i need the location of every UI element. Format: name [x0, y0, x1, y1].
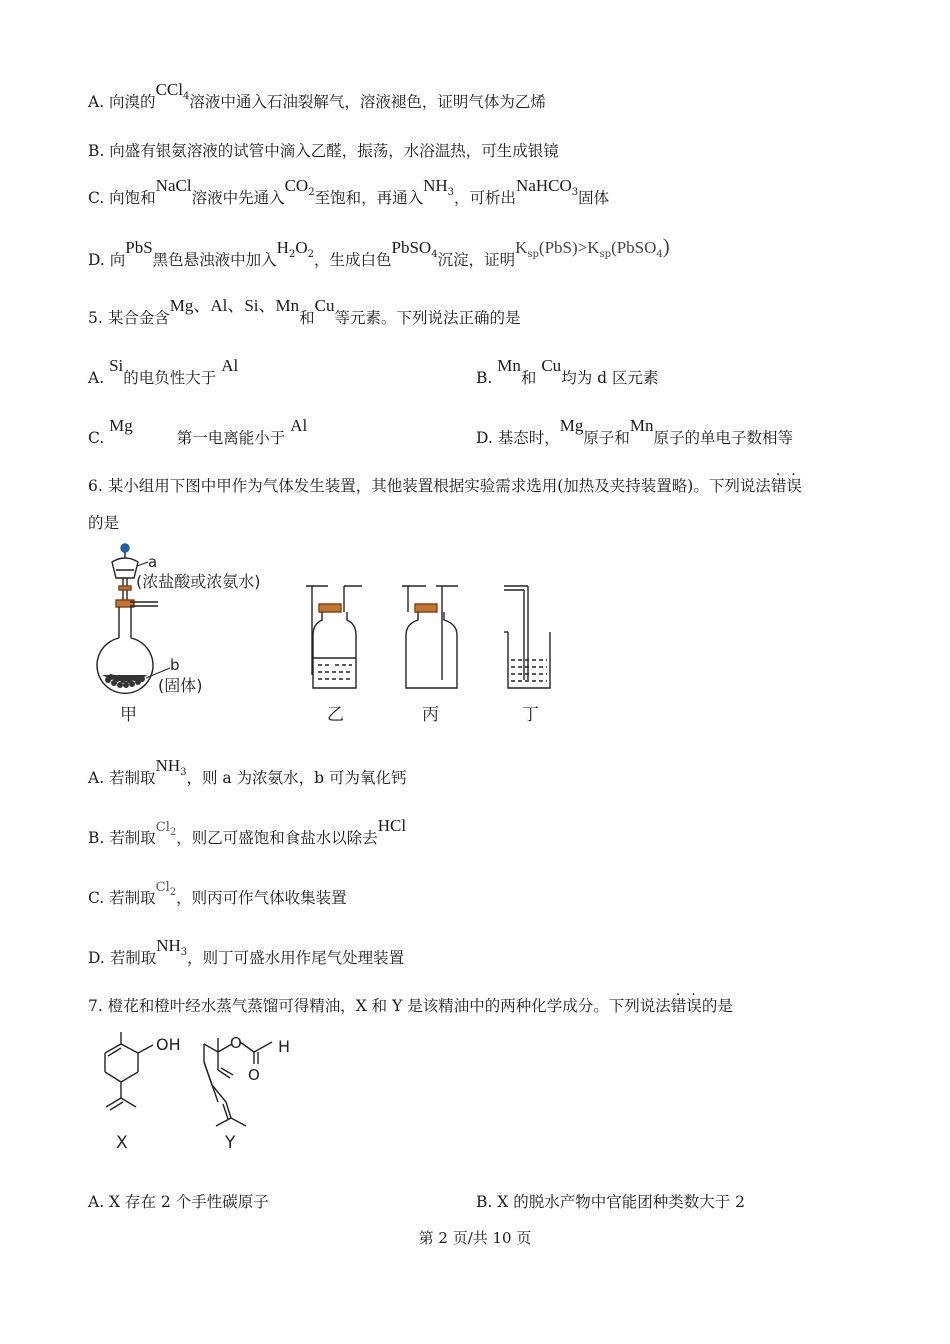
chem-formula: Mn [629, 416, 654, 435]
molecule-y-label: Y [225, 1133, 236, 1153]
chem-formula: PbSO$_4$ [391, 238, 438, 260]
chem-formula: Mg [109, 416, 133, 435]
chem-formula: $Cl_2$ [155, 820, 177, 838]
chem-formula: Mn [275, 296, 300, 315]
chem-formula: $NH_3$ [155, 756, 187, 778]
q6-option-d: D. 若制取$NH_3$，则丁可盛水用作尾气处理装置 [88, 936, 405, 967]
label-ding: 丁 [522, 705, 539, 725]
apparatus-ding [504, 586, 550, 688]
chem-formula: CCl$_4$ [155, 80, 190, 102]
chem-formula: Si [109, 356, 124, 375]
q6-stem-continued: 的是 [88, 514, 120, 532]
q5-option-a: A. Si的电负性大于 Al [88, 356, 239, 387]
q5-stem: 5. 某合金含Mg、Al、Si、Mn和Cu等元素。下列说法正确的是 [88, 296, 521, 327]
q7-option-b: B. X 的脱水产物中官能团种类数大于 2 [476, 1193, 745, 1211]
q6-option-b: B. 若制取$Cl_2$，则乙可盛饱和食盐水以除去HCl [88, 816, 407, 847]
label-jia: 甲 [120, 705, 137, 725]
label-b: b [170, 656, 180, 674]
chem-formula: $CO_2$ [284, 176, 315, 198]
label-bing: 丙 [422, 705, 439, 725]
emphasis-mark: 误 [686, 997, 702, 1015]
q4-option-b: B. 向盛有银氨溶液的试管中滴入乙醛，振荡，水浴温热，可生成银镜 [88, 142, 559, 160]
q4-option-c: C. 向饱和NaCl溶液中先通入$CO_2$至饱和，再通入$NH_3$，可析出NaHCO$_3$固体 [88, 176, 610, 207]
y-h-label: H [278, 1037, 291, 1056]
chem-formula: $Cl_2$ [155, 880, 177, 898]
ksp-expression: $K_{sp}(PbS)>K_{sp}(PbSO_4)$ [515, 234, 670, 260]
label-yi: 乙 [327, 705, 344, 725]
q6-option-c: C. 若制取$Cl_2$，则丙可作气体收集装置 [88, 888, 347, 915]
chem-formula: PbS [125, 238, 153, 257]
chem-formula: $H_2O_2$ [276, 238, 314, 260]
chem-formula: Cu [314, 296, 335, 315]
label-a: a [148, 553, 158, 571]
chem-formula: Mg [169, 296, 194, 315]
chem-formula: HCl [377, 816, 407, 835]
chem-formula: $NH_3$ [156, 936, 188, 958]
chem-formula: NaHCO$_3$ [516, 176, 579, 198]
x-oh-label: OH [156, 1035, 181, 1054]
q6-option-a: A. 若制取$NH_3$，则 a 为浓氨水，b 可为氧化钙 [88, 756, 407, 787]
q6-stem: 6. 某小组用下图中甲作为气体发生装置，其他装置根据实验需求选用(加热及夹持装置略)。下列说法错误 [88, 477, 802, 495]
q5-option-b: B. Mn和 Cu均为 d 区元素 [476, 356, 659, 387]
molecule-x-label: X [116, 1133, 128, 1153]
emphasis-mark: 错 [770, 477, 787, 495]
apparatus-yi [306, 586, 362, 688]
emphasis-mark: 错 [670, 997, 687, 1015]
chem-formula: Cu [541, 356, 562, 375]
q4-option-a: A. 向溴的CCl$_4$溶液中通入石油裂解气，溶液褪色，证明气体为乙烯 [88, 80, 546, 111]
y-o-ester-label: O [230, 1034, 242, 1052]
emphasis-mark: 误 [786, 477, 802, 495]
q4-option-d: D. 向PbS黑色悬浊液中加入$H_2O_2$，生成白色PbSO$_4$沉淀，证明$K_{sp}(PbS)>K_{sp}(PbSO_4)$ [88, 234, 670, 269]
chem-formula: Mg [559, 416, 584, 435]
chem-formula: Al [221, 356, 239, 375]
label-b-note: (固体) [158, 676, 203, 695]
structure-figure [90, 1030, 310, 1155]
chem-formula: Al [290, 416, 308, 435]
y-o-carbonyl-label: O [248, 1066, 260, 1084]
chem-formula: $NH_3$ [423, 176, 455, 198]
chem-formula: NaCl [155, 176, 192, 195]
q5-option-d: D. 基态时，Mg原子和Mn原子的单电子数相等 [476, 416, 794, 447]
label-a-note: (浓盐酸或浓氨水) [136, 572, 261, 591]
apparatus-figure [90, 540, 590, 730]
chem-formula: Mn [497, 356, 521, 375]
q7-option-a: A. X 存在 2 个手性碳原子 [88, 1193, 269, 1211]
apparatus-bing [402, 586, 458, 688]
q5-option-c: C. Mg第一电离能小于 Al [88, 416, 308, 447]
molecule-x [105, 1032, 153, 1110]
page-footer: 第 2 页/共 10 页 [418, 1229, 532, 1247]
q7-stem: 7. 橙花和橙叶经水蒸气蒸馏可得精油，X 和 Y 是该精油中的两种化学成分。下列说法错误的是 [88, 997, 733, 1015]
